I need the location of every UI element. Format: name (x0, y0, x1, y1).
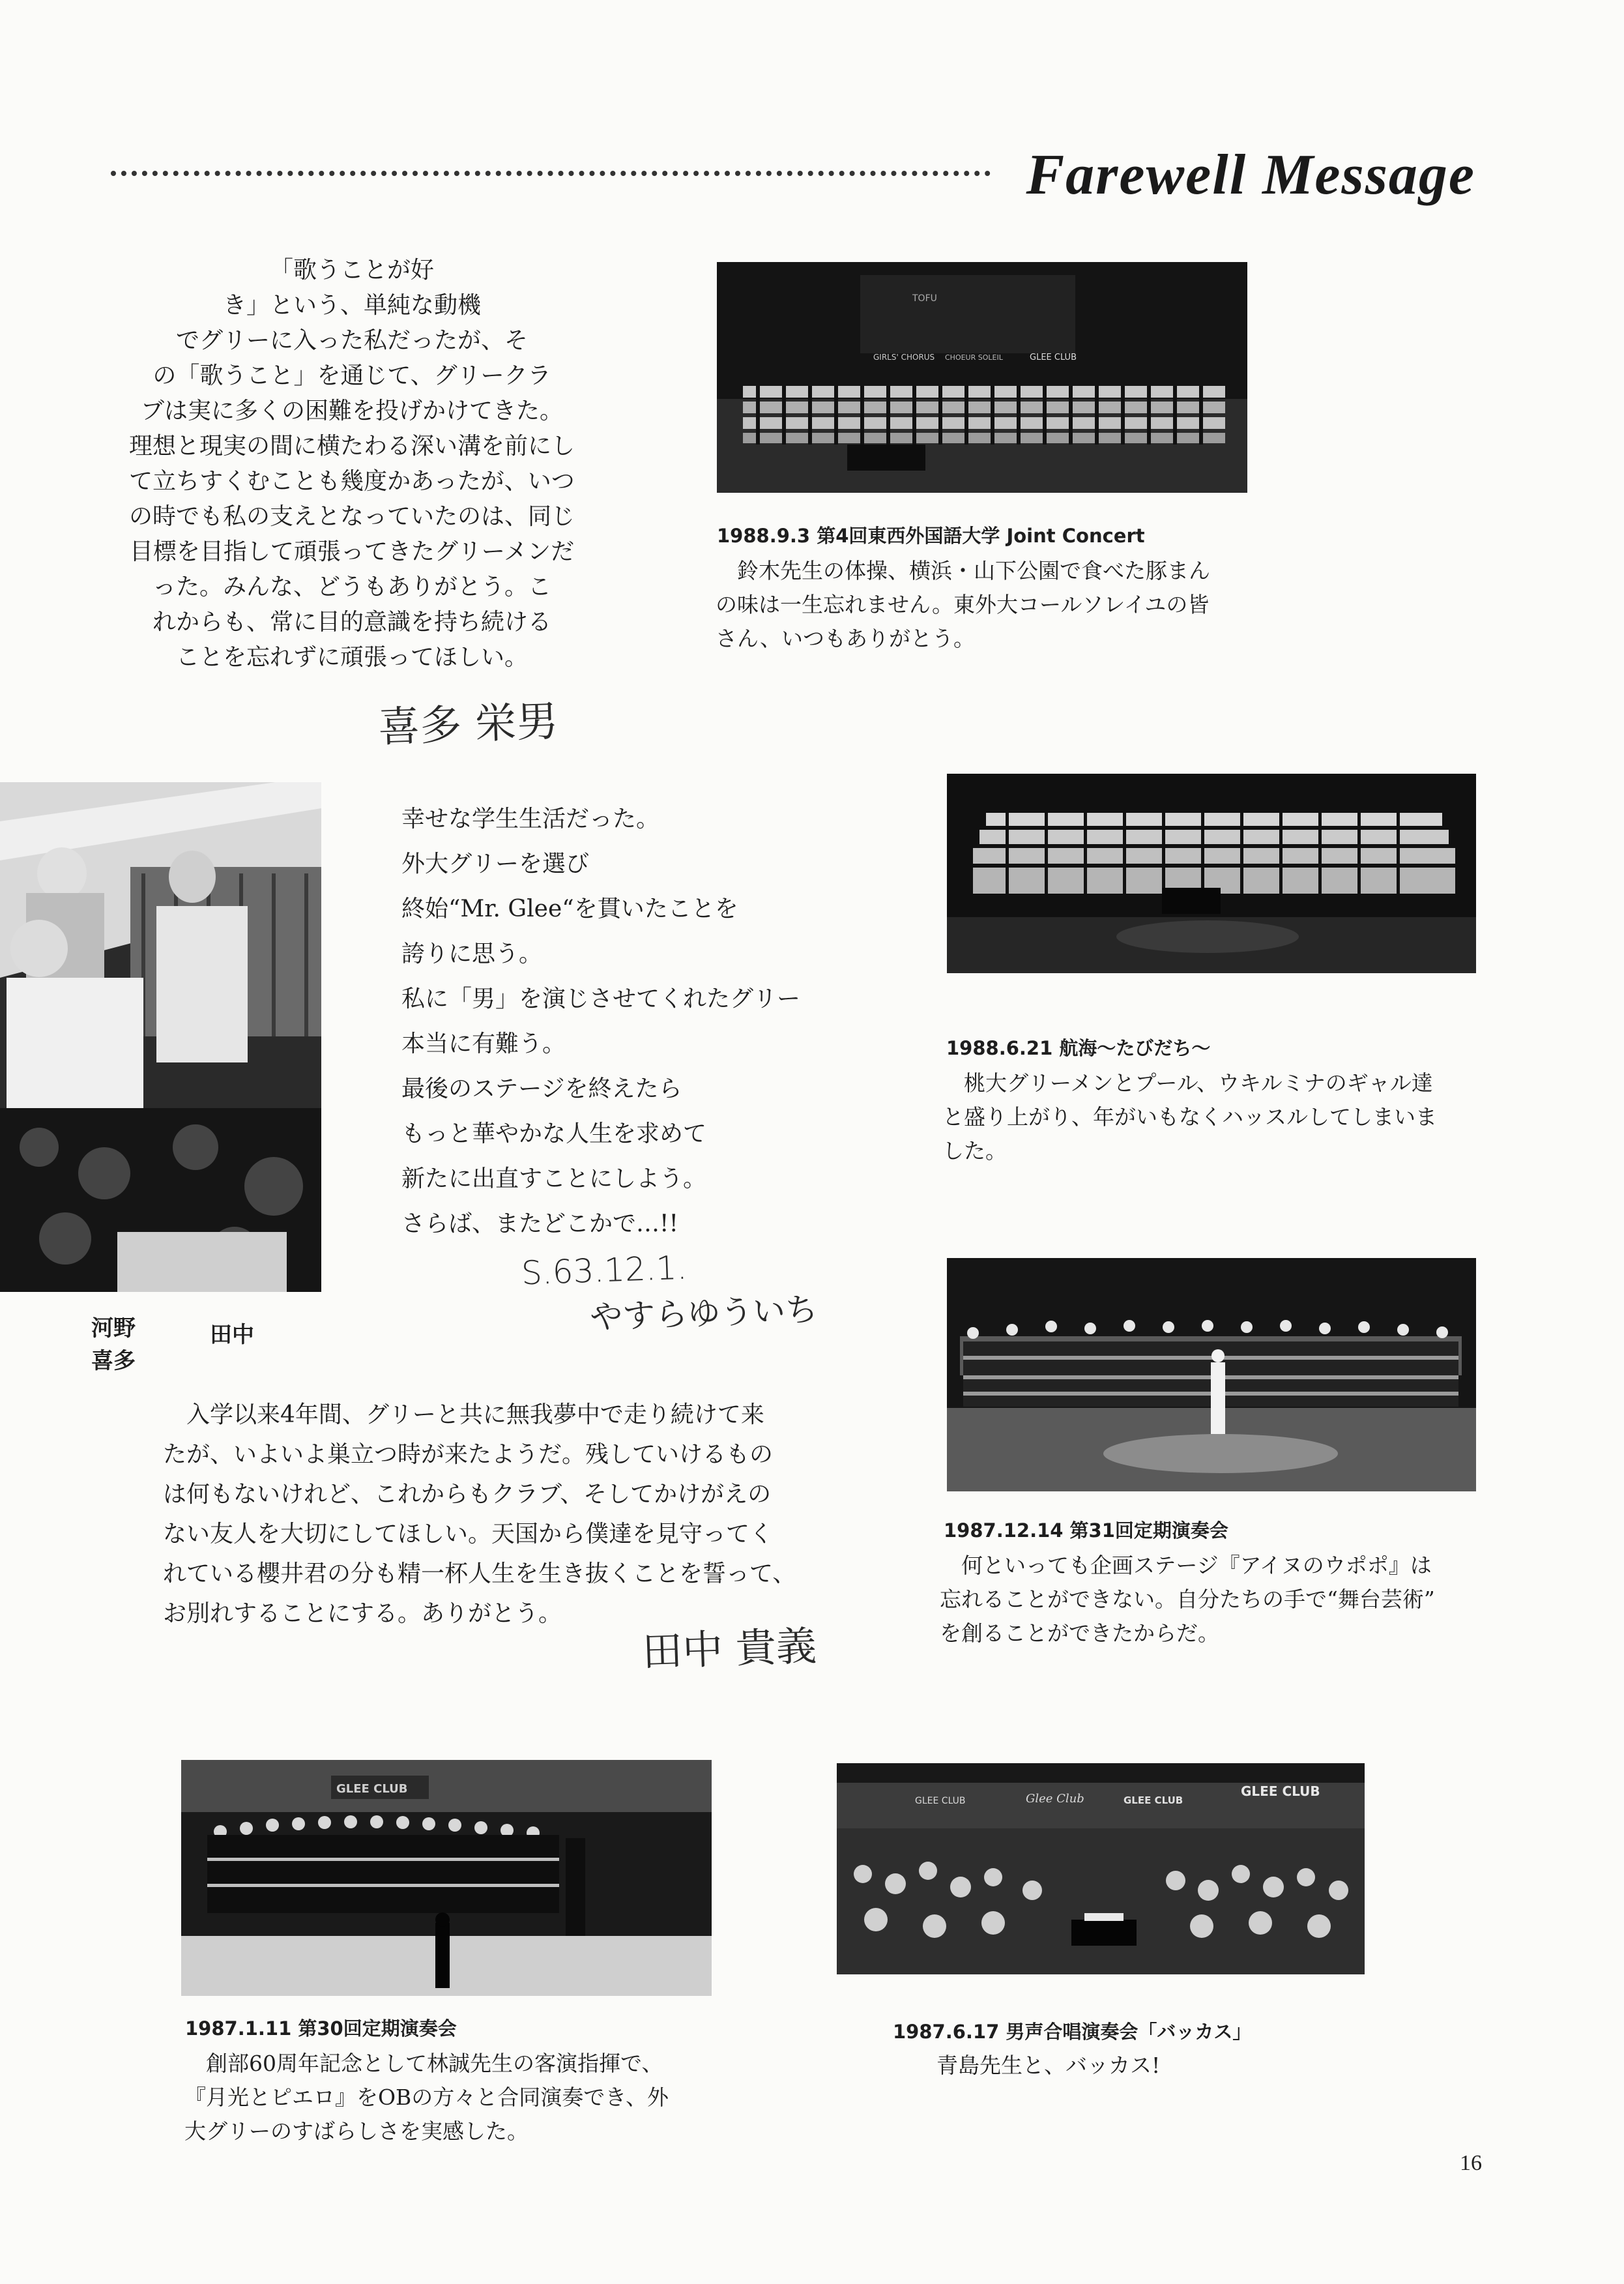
banner-text: GLEE CLUB (915, 1796, 966, 1806)
essay-line: 誇りに思う。 (401, 941, 543, 967)
caption-teiki31-body (940, 1549, 1435, 1650)
portrait-label-tanaka: 田中 (210, 1322, 254, 1348)
signature-kita: 喜多 栄男 (377, 697, 559, 752)
banner-text: GLEE CLUB (1241, 1783, 1320, 1799)
signature-tanaka: 田中 貴義 (641, 1622, 818, 1676)
caption-line: 忘れることができない。自分たちの手で“舞台芸術” (940, 1587, 1435, 1612)
caption-line: さん、いつもありがとう。 (716, 626, 975, 651)
page-title: Farewell Message (1026, 143, 1475, 207)
signature-yasura: やすらゆういち (589, 1290, 819, 1337)
photo-teiki-31 (947, 1258, 1476, 1491)
banner-text: CHOEUR SOLEIL (945, 353, 1003, 362)
photo-teiki-30 (181, 1760, 712, 1996)
essay-line: ない友人を大切にしてほしい。天国から僕達を見守ってく (163, 1521, 774, 1547)
essay-line: 本当に有難う。 (401, 1031, 566, 1057)
essay-line: 理想と現実の間に横たわる深い溝を前にし (128, 433, 575, 460)
caption-line: の味は一生忘れません。東外大コールソレイユの皆 (716, 592, 1210, 617)
caption-line: 桃大グリーメンとプール、ウキルミナのギャル達 (964, 1070, 1433, 1096)
essay-line: った。みんな、どうもありがとう。こ (152, 574, 551, 600)
essay-line: でグリーに入った私だったが、そ (175, 327, 528, 354)
banner-text: GLEE CLUB (1030, 353, 1077, 362)
essay-line: の時でも私の支えとなっていたのは、同じ (128, 503, 575, 530)
essay-line: たが、いよいよ巣立つ時が来たようだ。残していけるもの (163, 1441, 774, 1468)
banner-text: GLEE CLUB (336, 1782, 408, 1796)
banner-text: TOFU (912, 293, 937, 304)
caption-line: を創ることができたからだ。 (940, 1620, 1219, 1646)
essay-line: 目標を目指して頑張ってきたグリーメンだ (129, 538, 575, 565)
caption-bacchus-body (936, 2049, 1160, 2083)
caption-line: 青島先生と、バッカス! (936, 2053, 1161, 2078)
essay-yasura (401, 797, 800, 1246)
caption-line: した。 (942, 1138, 1007, 1164)
essay-line: 私に「男」を演じさせてくれたグリー (401, 986, 801, 1012)
essay-line: れている櫻井君の分も精一杯人生を生き抜くことを誓って、 (163, 1560, 796, 1587)
essay-line: き」という、単純な動機 (222, 292, 481, 319)
caption-kokai-body (942, 1066, 1437, 1168)
caption-bacchus-title: 1987.6.17 男声合唱演奏会「バッカス」 (893, 2021, 1252, 2043)
photo-bacchus (837, 1763, 1365, 1974)
essay-line: ブは実に多くの困難を投げかけてきた。 (140, 398, 563, 424)
essay-line: 幸せな学生生活だった。 (401, 806, 660, 832)
essay-line: て立ちすくむことも幾度かあったが、いつ (129, 468, 575, 495)
page-number: 16 (1460, 2151, 1482, 2175)
essay-line: 外大グリーを選び (401, 851, 590, 877)
photo-kokai-concert (947, 774, 1476, 973)
essay-line: れからも、常に目的意識を持ち続ける (152, 609, 551, 636)
essay-kita (98, 253, 606, 675)
caption-teiki30-title: 1987.1.11 第30回定期演奏会 (185, 2017, 457, 2040)
portrait-label-kono: 河野 (91, 1315, 136, 1341)
banner-text: GLEE CLUB (1124, 1794, 1183, 1806)
caption-teiki31-title: 1987.12.14 第31回定期演奏会 (944, 1519, 1228, 1542)
essay-line: 終始“Mr. Glee“を貫いたことを (401, 896, 738, 922)
caption-kokai-title: 1988.6.21 航海～たびだち～ (946, 1037, 1211, 1059)
essay-line: 「歌うことが好 (269, 257, 434, 284)
essay-line: さらば、またどこかで…!! (401, 1210, 678, 1237)
essay-line: ことを忘れずに頑張ってほしい。 (175, 644, 528, 671)
essay-line: もっと華やかな人生を求めて (401, 1120, 707, 1147)
caption-line: 大グリーのすばらしさを実感した。 (184, 2118, 529, 2144)
caption-joint-title: 1988.9.3 第4回東西外国語大学 Joint Concert (717, 525, 1145, 547)
essay-tanaka (163, 1395, 796, 1633)
photo-joint-concert (717, 262, 1247, 493)
essay-line: 最後のステージを終えたら (401, 1076, 682, 1102)
portrait-label-kita: 喜多 (91, 1348, 136, 1374)
essay-line: 入学以来4年間、グリーと共に無我夢中で走り続けて来 (186, 1401, 764, 1428)
caption-teiki30-body (184, 2047, 669, 2148)
essay-line: お別れすることにする。ありがとう。 (163, 1600, 562, 1627)
caption-line: 『月光とピエロ』をOBの方々と合同演奏でき、外 (184, 2085, 669, 2110)
caption-line: 何といっても企画ステージ『アイヌのウポポ』は (961, 1553, 1432, 1578)
caption-line: 鈴木先生の体操、横浜・山下公園で食べた豚まん (737, 558, 1210, 583)
banner-text: Glee Club (1026, 1792, 1084, 1806)
handwritten-date: S.63.12.1. (521, 1248, 688, 1293)
banner-text: GIRLS' CHORUS (873, 353, 935, 362)
essay-line: の「歌うこと」を通じて、グリークラ (152, 362, 551, 389)
essay-line: 新たに出直すことにしよう。 (401, 1165, 707, 1192)
caption-line: 創部60周年記念として林誠先生の客演指揮で、 (206, 2051, 663, 2076)
essay-line: は何もないけれど、これからもクラブ、そしてかけがえの (163, 1481, 772, 1508)
header-dotted-rule (111, 171, 991, 176)
caption-joint-body (716, 554, 1210, 656)
caption-line: と盛り上がり、年がいもなくハッスルしてしまいま (942, 1104, 1437, 1130)
photo-portrait-three-members (0, 782, 321, 1292)
